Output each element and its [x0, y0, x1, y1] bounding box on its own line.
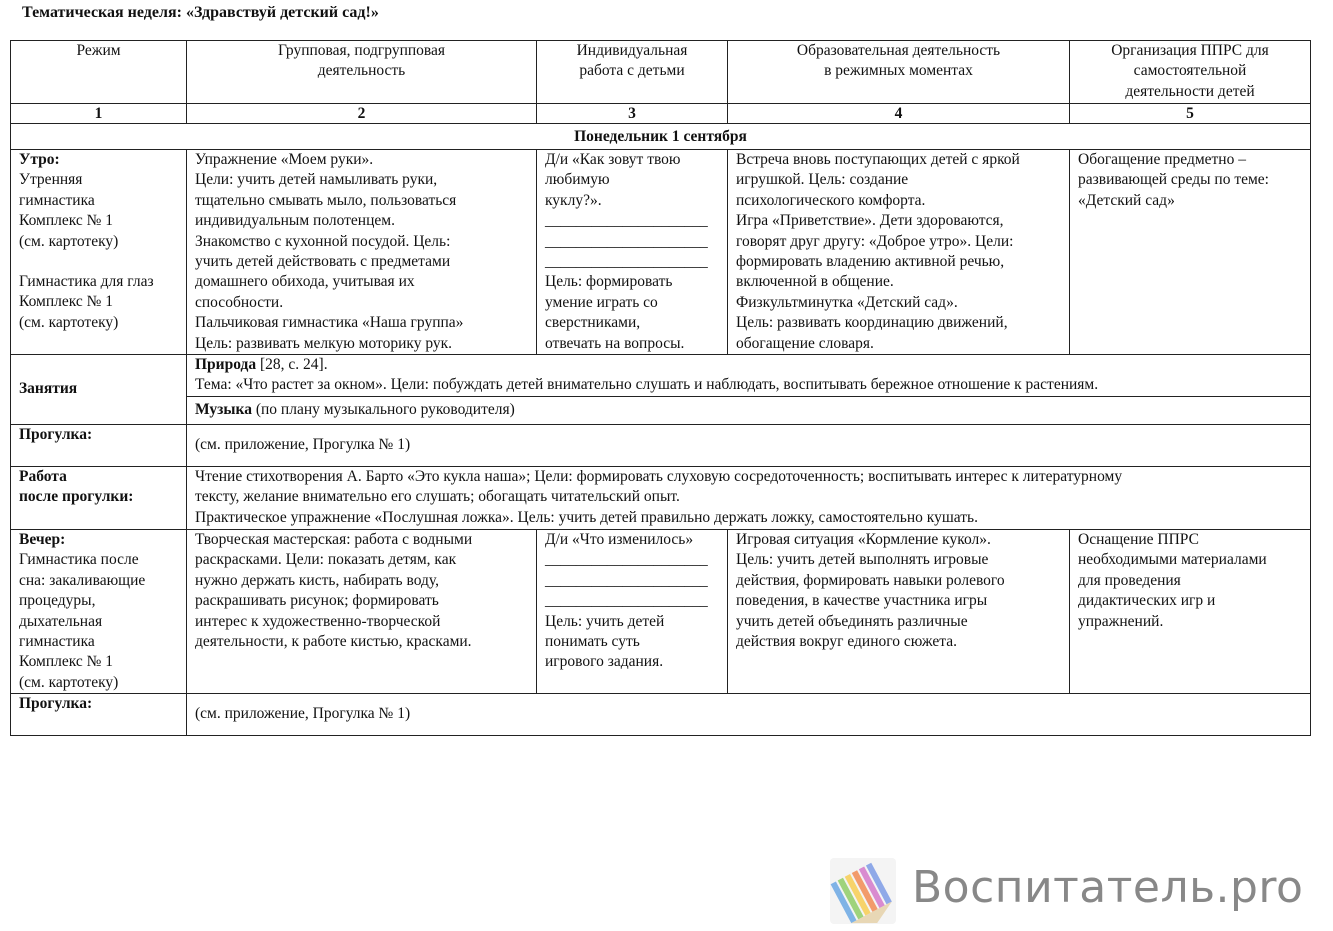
morning-ppps: Обогащение предметно – развивающей среды по теме: «Детский сад» — [1070, 150, 1311, 355]
evening-ppps: Оснащение ППРС необходимыми материалами для проведения дидактических игр и упражнений. — [1070, 529, 1311, 693]
walk-text-2: (см. приложение, Прогулка № 1) — [187, 694, 1311, 736]
header-row — [11, 41, 1311, 104]
walk-text-1: (см. приложение, Прогулка № 1) — [187, 424, 1311, 466]
column-number-3: 3 — [537, 104, 728, 124]
morning-individual-work: Д/и «Как зовут твою любимую куклу?». _____________________ _____________________ _____________________ Цель: формировать умение играть со сверстниками, отвечать на вопросы. — [537, 150, 728, 355]
classes-row-nature — [11, 355, 1311, 397]
walk-label-1: Прогулка: — [11, 424, 187, 466]
classes-music: Музыка (по плану музыкального руководителя) — [187, 396, 1311, 424]
column-number-1: 1 — [11, 104, 187, 124]
header-regime: Режим — [11, 41, 187, 104]
day-row — [11, 124, 1311, 150]
evening-regime: Вечер: Гимнастика после сна: закаливающие процедуры, дыхательная гимнастика Комплекс № 1 (см. картотеку) — [11, 529, 187, 693]
walk-row-1 — [11, 424, 1311, 466]
morning-regime: Утро: Утренняя гимнастика Комплекс № 1 (см. картотеку) Гимнастика для глаз Комплекс № 1 (см. картотеку) — [11, 150, 187, 355]
morning-row — [11, 150, 1311, 355]
header-educational-activity: Образовательная деятельность в режимных моментах — [728, 41, 1070, 104]
classes-nature: Природа [28, с. 24]. Тема: «Что растет за окном». Цели: побуждать детей внимательно слушать и наблюдать, воспитывать бережное отношение к растениям. — [187, 355, 1311, 397]
evening-group-activity: Творческая мастерская: работа с водными раскрасками. Цели: показать детям, как нужно держать кисть, набирать воду, раскрашивать рисунок; формировать интерес к художественно-творческой деятельности, к работе кистью, красками. — [187, 529, 537, 693]
evening-individual-work: Д/и «Что изменилось» _____________________ _____________________ _____________________ Цель: учить детей понимать суть игрового задания. — [537, 529, 728, 693]
evening-row — [11, 529, 1311, 693]
classes-row-music — [11, 396, 1311, 424]
header-individual-work: Индивидуальная работа с детьми — [537, 41, 728, 104]
classes-label: Занятия — [11, 355, 187, 425]
after-walk-label: Работа после прогулки: — [11, 466, 187, 529]
watermark-text: Воспитатель.pro — [912, 862, 1304, 913]
morning-educational-activity: Встреча вновь поступающих детей с яркой игрушкой. Цель: создание психологического комфорта. Игра «Приветствие». Дети здороваются, говорят друг другу: «Доброе утро». Цели: формировать владению активной речью, включенной в общение. Физкультминутка «Детский сад». Цель: развивать координацию движений, обогащение словаря. — [728, 150, 1070, 355]
column-number-row — [11, 104, 1311, 124]
after-walk-row — [11, 466, 1311, 529]
column-number-2: 2 — [187, 104, 537, 124]
after-walk-content: Чтение стихотворения А. Барто «Это кукла наша»; Цели: формировать слуховую сосредоточенность; воспитывать интерес к литературному тексту, желание внимательно его слушать; обогащать читательский опыт. Практическое упражнение «Послушная ложка». Цель: учить детей правильно держать ложку, самостоятельно кушать. — [187, 466, 1311, 529]
column-number-4: 4 — [728, 104, 1070, 124]
column-number-5: 5 — [1070, 104, 1311, 124]
walk-label-2: Прогулка: — [11, 694, 187, 736]
evening-educational-activity: Игровая ситуация «Кормление кукол». Цель: учить детей выполнять игровые действия, формировать навыки ролевого поведения, в качестве участника игры учить детей объединять различные действия вокруг единого сюжета. — [728, 529, 1070, 693]
header-ppps-organization: Организация ППРС для самостоятельной деятельности детей — [1070, 41, 1311, 104]
header-group-activity: Групповая, подгрупповая деятельность — [187, 41, 537, 104]
walk-row-2 — [11, 694, 1311, 736]
pencils-icon — [830, 858, 898, 928]
day-title: Понедельник 1 сентября — [11, 124, 1311, 150]
morning-group-activity: Упражнение «Моем руки». Цели: учить детей намыливать руки, тщательно смывать мыло, пользоваться индивидуальным полотенцем. Знакомство с кухонной посудой. Цель: учить детей действовать с предметами домашнего обихода, учитывая их способности. Пальчиковая гимнастика «Наша группа» Цель: развивать мелкую моторику рук. — [187, 150, 537, 355]
plan-table — [10, 40, 1311, 736]
page-title: Тематическая неделя: «Здравствуй детский сад!» — [22, 4, 379, 21]
